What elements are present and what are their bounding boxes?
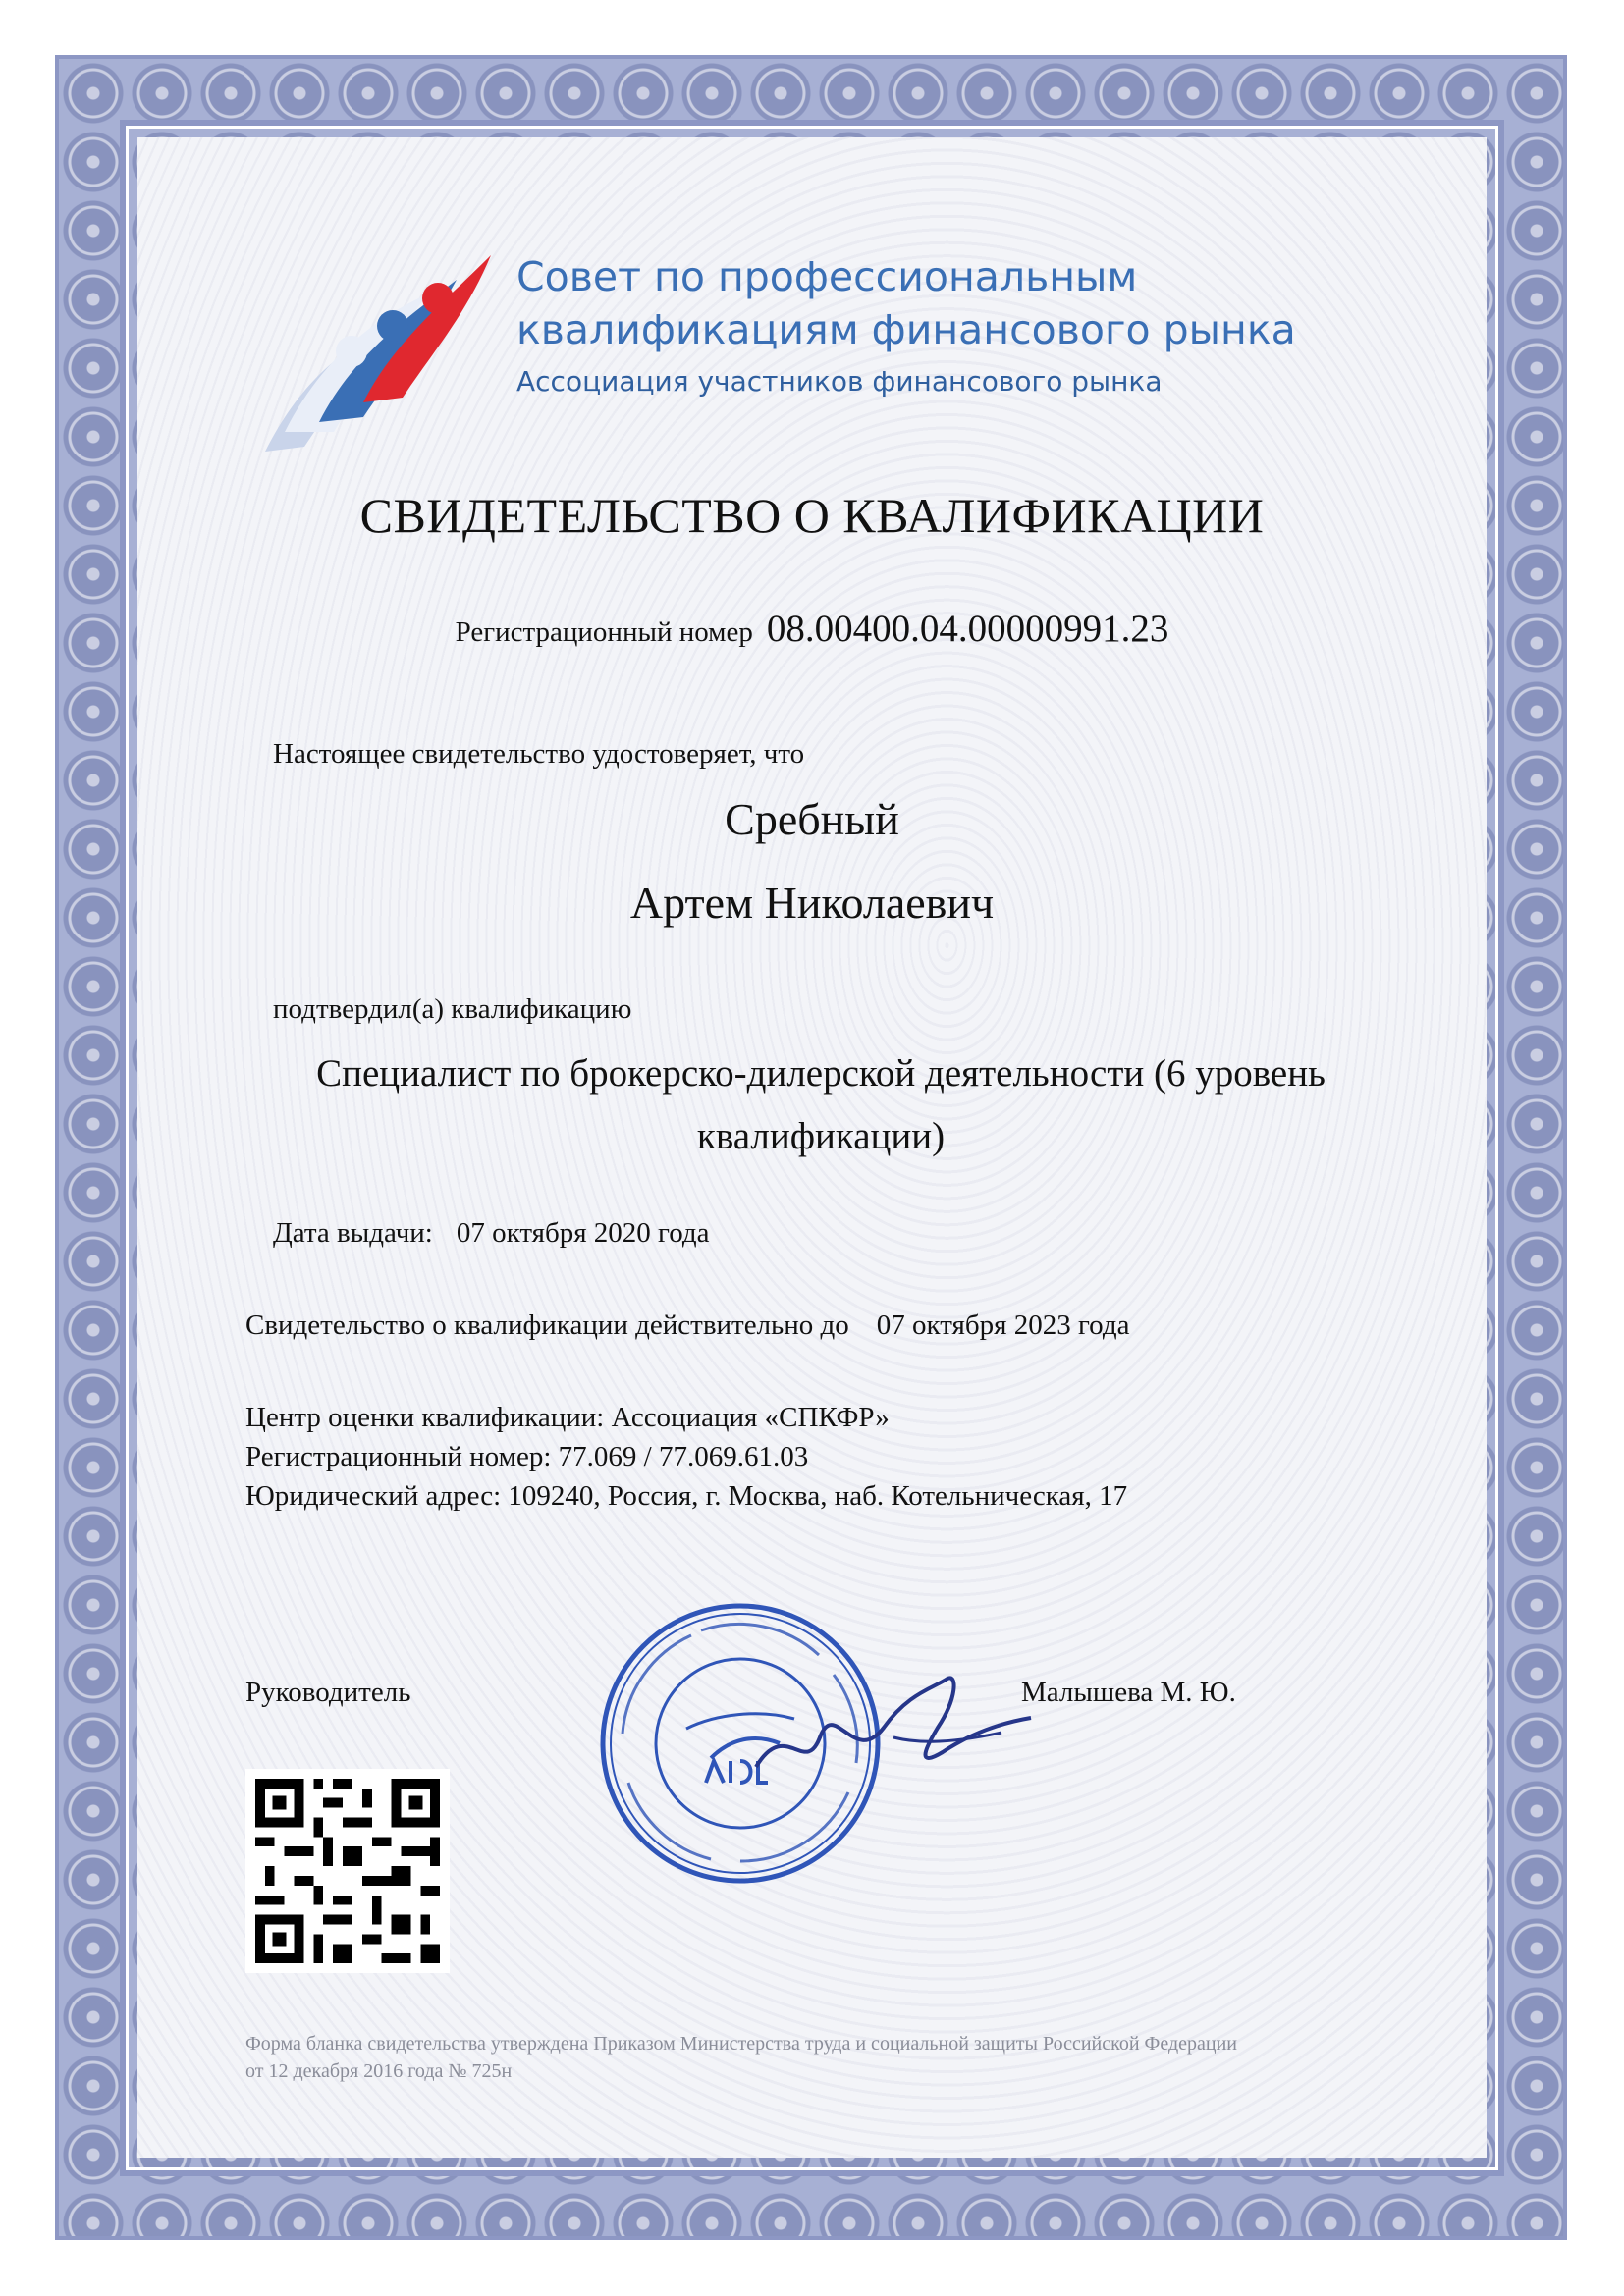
- registration-label: Регистрационный номер: [455, 616, 753, 648]
- org-subtitle: Ассоциация участников финансового рынка: [516, 365, 1163, 398]
- org-name-line1: Совет по профессиональным: [516, 253, 1138, 300]
- head-name: Малышева М. Ю.: [1021, 1677, 1236, 1708]
- holder-given-names: Артем Николаевич: [629, 878, 995, 928]
- holder-surname: Сребный: [725, 794, 899, 844]
- spkfr-logo-icon: [245, 236, 511, 461]
- attest-text: Настоящее свидетельство удостоверяет, что: [273, 738, 805, 770]
- footnote-line1: Форма бланка свидетельства утверждена Приказом Министерства труда и социальной защиты Российской Федерации: [245, 2033, 1237, 2055]
- valid-until-value: 07 октября 2023 года: [876, 1309, 1130, 1341]
- registration-number: 08.00400.04.00000991.23: [766, 608, 1169, 650]
- assessment-center-registration: Регистрационный номер: 77.069 / 77.069.61.03: [245, 1441, 809, 1472]
- issue-date-row: [273, 1217, 710, 1250]
- org-name-line2: квалификациям финансового рынка: [516, 306, 1296, 353]
- certificate-title: СВИДЕТЕЛЬСТВО О КВАЛИФИКАЦИИ: [359, 488, 1265, 543]
- footnote-line2: от 12 декабря 2016 года № 725н: [245, 2060, 513, 2082]
- footnote: [245, 2030, 1424, 2085]
- confirmed-text: подтвердил(а) квалификацию: [273, 993, 632, 1025]
- head-label: Руководитель: [245, 1677, 411, 1708]
- valid-until-label: Свидетельство о квалификации действительно до: [245, 1309, 849, 1341]
- qualification-name: [232, 1042, 1410, 1168]
- assessment-center-address: Юридический адрес: 109240, Россия, г. Москва, наб. Котельническая, 17: [245, 1480, 1128, 1512]
- qr-code-icon: [245, 1769, 450, 1973]
- issue-date-value: 07 октября 2020 года: [456, 1217, 710, 1249]
- issue-date-label: Дата выдачи:: [273, 1217, 433, 1249]
- valid-until-row: [245, 1309, 1129, 1342]
- registration-row: [137, 607, 1487, 651]
- assessment-center-name: Центр оценки квалификации: Ассоциация «СПКФР»: [245, 1402, 890, 1433]
- org-name: [516, 250, 1400, 356]
- qualification-line1: Специалист по брокерско-дилерской деятельности (6 уровень: [316, 1052, 1326, 1095]
- assessment-center-info: [245, 1398, 1127, 1516]
- qualification-line2: квалификации): [696, 1115, 946, 1157]
- signature-icon: [746, 1659, 1041, 1796]
